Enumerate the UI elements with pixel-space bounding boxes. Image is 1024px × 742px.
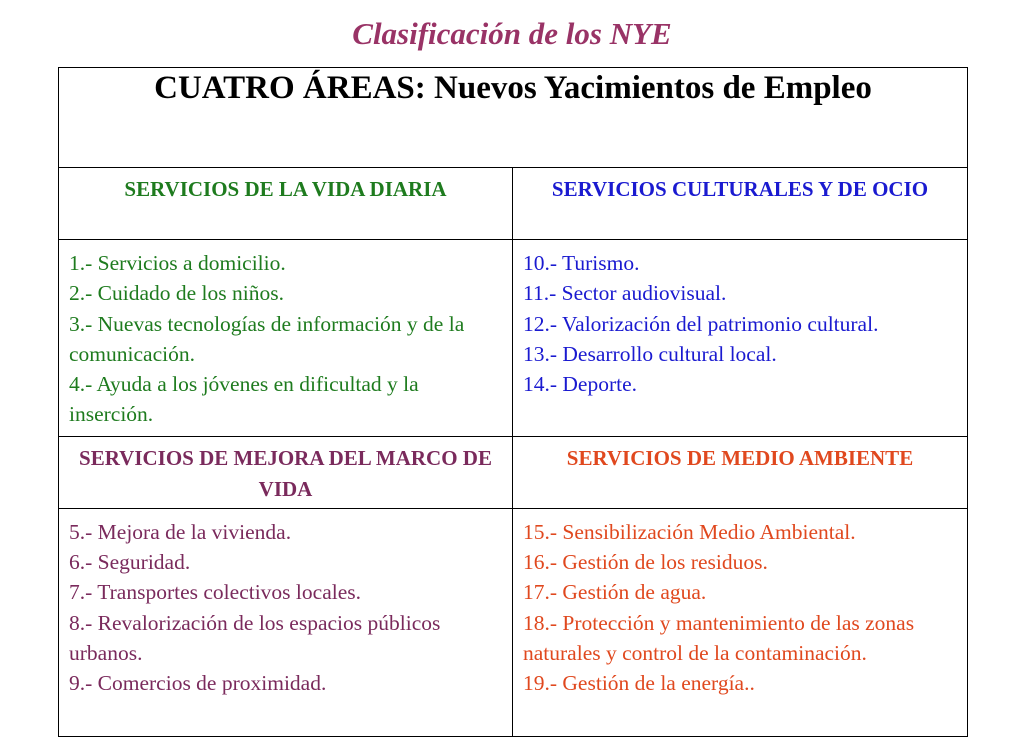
- list-item: 16.- Gestión de los residuos.: [523, 550, 768, 575]
- category-list-row-top: [59, 240, 968, 437]
- list-item: 4.- Ayuda a los jóvenes en dificultad y la inserción.: [69, 372, 419, 427]
- table-heading-cell: [59, 68, 968, 168]
- section-header-label: SERVICIOS DE MEDIO AMBIENTE: [566, 445, 914, 470]
- list-item: 6.- Seguridad.: [69, 550, 191, 575]
- category-list-row-bottom: [59, 508, 968, 736]
- section-header-culturales-ocio: [513, 168, 968, 240]
- nye-classification-table: [58, 67, 968, 737]
- list-item: 14.- Deporte.: [523, 372, 638, 397]
- item-list: [513, 240, 967, 405]
- list-item: 7.- Transportes colectivos locales.: [69, 580, 361, 605]
- section-header-label: SERVICIOS DE LA VIDA DIARIA: [124, 177, 447, 201]
- section-header-medio-ambiente: [513, 436, 968, 508]
- list-item: 3.- Nuevas tecnologías de información y de la comunicación.: [69, 311, 465, 366]
- list-item: 18.- Protección y mantenimiento de las zonas naturales y control de la contaminación.: [523, 610, 915, 665]
- list-item: 11.- Sector audiovisual.: [523, 281, 727, 306]
- list-item: 19.- Gestión de la energía..: [523, 671, 755, 696]
- section-header-mejora-marco-vida: [59, 436, 513, 508]
- section-list-mejora-marco-vida: [59, 508, 513, 736]
- section-list-vida-diaria: [59, 240, 513, 437]
- table-heading-row: [59, 68, 968, 168]
- slide-title: Clasificación de los NYE: [352, 16, 672, 51]
- list-item: 8.- Revalorización de los espacios públicos urbanos.: [69, 610, 441, 665]
- table-heading: CUATRO ÁREAS: Nuevos Yacimientos de Empleo: [154, 70, 872, 106]
- list-item: 1.- Servicios a domicilio.: [69, 251, 286, 275]
- category-header-row-bottom: [59, 436, 968, 508]
- item-list: [59, 240, 512, 436]
- list-item: 15.- Sensibilización Medio Ambiental.: [523, 519, 856, 544]
- list-item: 12.- Valorización del patrimonio cultural.: [523, 311, 879, 336]
- item-list: [59, 509, 512, 705]
- section-header-label: SERVICIOS CULTURALES Y DE OCIO: [551, 177, 929, 201]
- section-list-culturales-ocio: [513, 240, 968, 437]
- list-item: 17.- Gestión de agua.: [523, 580, 707, 605]
- list-item: 10.- Turismo.: [523, 251, 640, 275]
- section-header-vida-diaria: [59, 168, 513, 240]
- category-header-row-top: [59, 168, 968, 240]
- list-item: 5.- Mejora de la vivienda.: [69, 519, 292, 544]
- item-list: [513, 509, 967, 705]
- list-item: 2.- Cuidado de los niños.: [69, 281, 284, 306]
- list-item: 9.- Comercios de proximidad.: [69, 671, 327, 696]
- section-header-label: SERVICIOS DE MEJORA DEL MARCO DE VIDA: [79, 445, 492, 501]
- list-item: 13.- Desarrollo cultural local.: [523, 341, 777, 366]
- section-list-medio-ambiente: [513, 508, 968, 736]
